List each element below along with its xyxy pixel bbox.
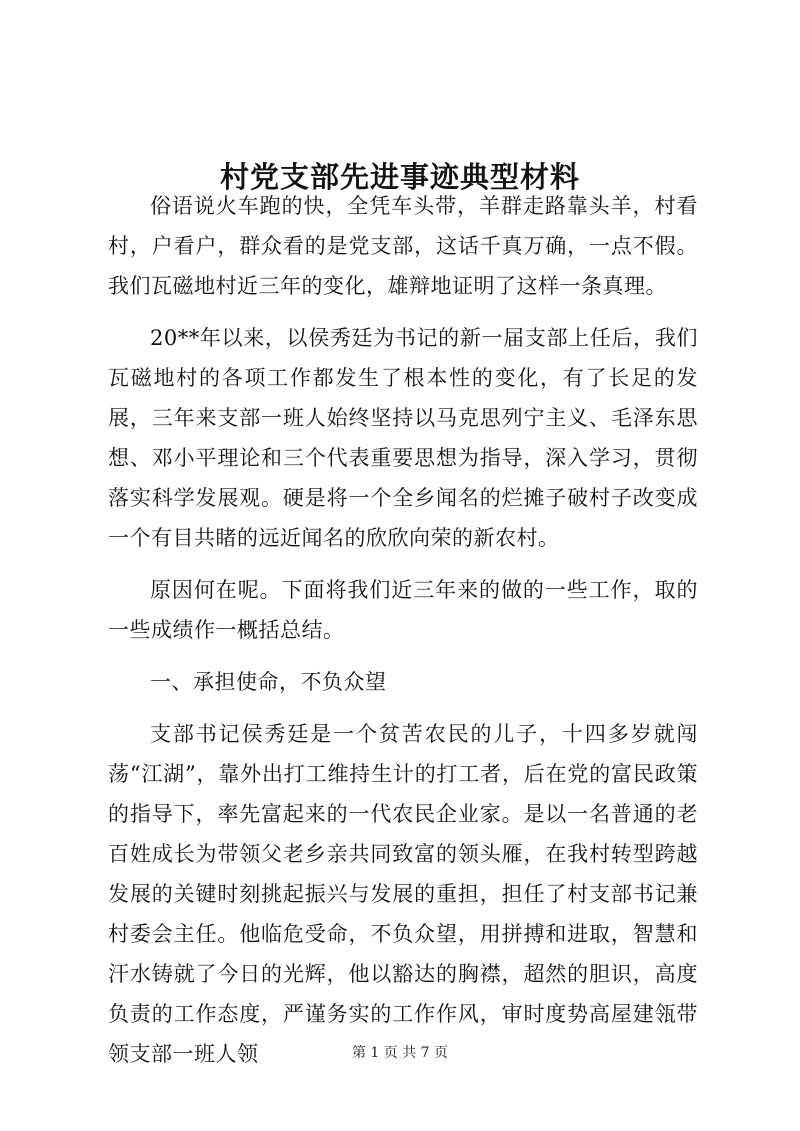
page-footer: 第 1 页 共 7 页 xyxy=(351,1045,449,1061)
paragraph-secretary: 支部书记侯秀廷是一个贫苦农民的儿子，十四多岁就闯荡“江湖”，靠外出打工维持生计的打工者，后在党的富民政策的指导下，率先富起来的一代农民企业家。是以一名普通的老百姓成长为带领父老乡亲共同致富的领头雁，在我村转型跨越发展的关键时刻挑起振兴与发展的重担，担任了村支部书记兼村委会主任。他临危受命，不负众望，用拼搏和进取，智慧和汗水铸就了今日的光辉，他以豁达的胸襟，超然的胆识，高度负责的工作态度，严谨务实的工作作风，审时度势高屋建瓴带领支部一班人领 xyxy=(108,722,698,1066)
paragraph-changes: 20**年以来，以侯秀廷为书记的新一届支部上任后，我们瓦磁地村的各项工作都发生了根本性的变化，有了长足的发展，三年来支部一班人始终坚持以马克思列宁主义、毛泽东思想、邓小平理论和三个代表重要思想为指导，深入学习，贯彻落实科学发展观。硬是将一个全乡闻名的烂摊子破村子改变成一个有目共睹的远近闻名的欣欣向荣的新农村。 xyxy=(108,326,698,550)
section-heading-1: 一、承担使命，不负众望 xyxy=(150,670,387,694)
paragraph-intro: 俗语说火车跑的快，全凭车头带，羊群走路靠头羊，村看村，户看户，群众看的是党支部，这话千真万确，一点不假。我们瓦磁地村近三年的变化，雄辩地证明了这样一条真理。 xyxy=(108,194,698,298)
document-body xyxy=(108,186,698,1074)
paragraph-summary-intro: 原因何在呢。下面将我们近三年来的做的一些工作，取的一些成绩作一概括总结。 xyxy=(108,578,698,642)
document-title: 村党支部先进事迹典型材料 xyxy=(219,160,580,195)
